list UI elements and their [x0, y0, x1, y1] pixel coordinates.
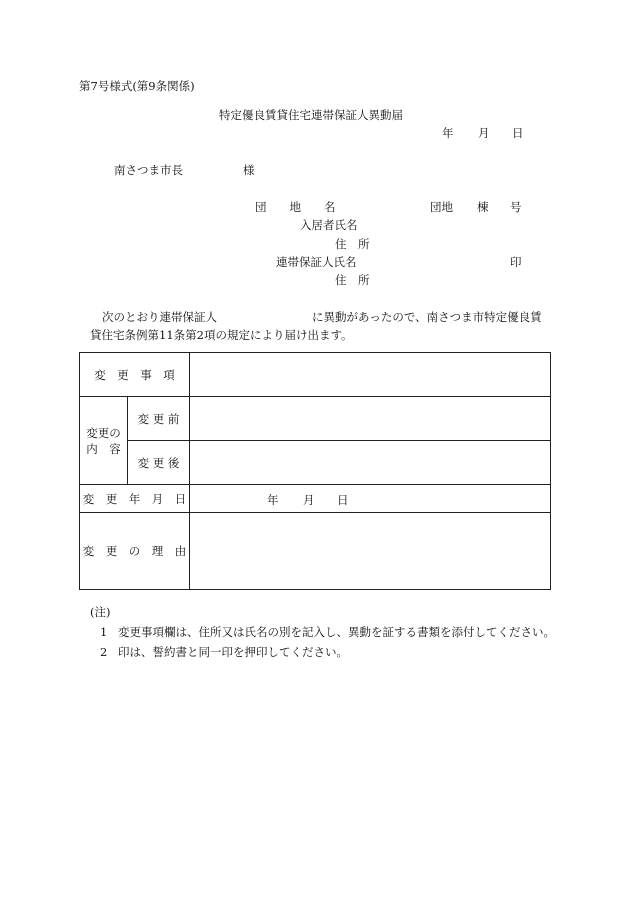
change-content-label-line2: 内 容: [86, 441, 121, 456]
change-item-field[interactable]: [190, 353, 551, 397]
danchi-label: 団地: [430, 200, 453, 214]
table-row: [80, 397, 551, 441]
danchi-name-label: 団 地 名: [255, 200, 336, 214]
change-content-label-line1: 変更の: [86, 425, 121, 440]
table-row: [80, 513, 551, 590]
change-form-table: [79, 352, 551, 590]
table-row: [80, 485, 551, 513]
addressee-name: 南さつま市長: [114, 163, 183, 177]
change-date-day: 日: [337, 493, 349, 507]
note-number: 1: [100, 625, 108, 639]
change-item-label: 変 更 事 項: [80, 353, 190, 397]
reason-label: 変 更 の 理 由: [80, 513, 190, 590]
guarantor-address-label: 住 所: [335, 273, 370, 287]
table-row: [80, 353, 551, 397]
table-row: [80, 441, 551, 485]
note-number: 2: [100, 645, 108, 659]
note-item: [90, 642, 555, 662]
change-date-label: 変 更 年 月 日: [80, 485, 190, 513]
notes-heading: (注): [90, 605, 111, 619]
change-content-label: [80, 397, 128, 485]
note-text: 変更事項欄は、住所又は氏名の別を記入し、異動を証する書類を添付してください。: [118, 625, 555, 639]
after-label: 変 更 後: [128, 441, 190, 485]
seal-label: 印: [510, 255, 522, 269]
body-line2: 貸住宅条例第11条第2項の規定により届け出ます。: [90, 328, 353, 342]
note-text: 印は、誓約書と同一印を押印してください。: [118, 645, 348, 659]
resident-address-label: 住 所: [335, 237, 370, 251]
change-date-field[interactable]: [190, 485, 551, 513]
addressee-honorific: 様: [243, 163, 255, 177]
body-line1-b: に異動があったので、南さつま市特定優良賃: [312, 310, 542, 324]
after-field[interactable]: [190, 441, 551, 485]
body-line1-a: 次のとおり連帯保証人: [102, 310, 217, 324]
gou-label: 号: [510, 200, 522, 214]
notes-section: [90, 602, 555, 662]
change-date-month: 月: [303, 493, 315, 507]
reason-field[interactable]: [190, 513, 551, 590]
note-item: [90, 622, 555, 642]
before-field[interactable]: [190, 397, 551, 441]
before-label: 変 更 前: [128, 397, 190, 441]
form-number: 第7号様式(第9条関係): [79, 79, 195, 93]
document-title: 特定優良賃貸住宅連帯保証人異動届: [219, 108, 403, 122]
resident-name-label: 入居者氏名: [300, 218, 358, 232]
guarantor-name-label: 連帯保証人氏名: [276, 255, 357, 269]
date-year-label: 年: [442, 126, 454, 140]
change-date-year: 年: [267, 493, 279, 507]
date-day-label: 日: [512, 126, 524, 140]
tou-label: 棟: [477, 200, 489, 214]
date-month-label: 月: [478, 126, 490, 140]
